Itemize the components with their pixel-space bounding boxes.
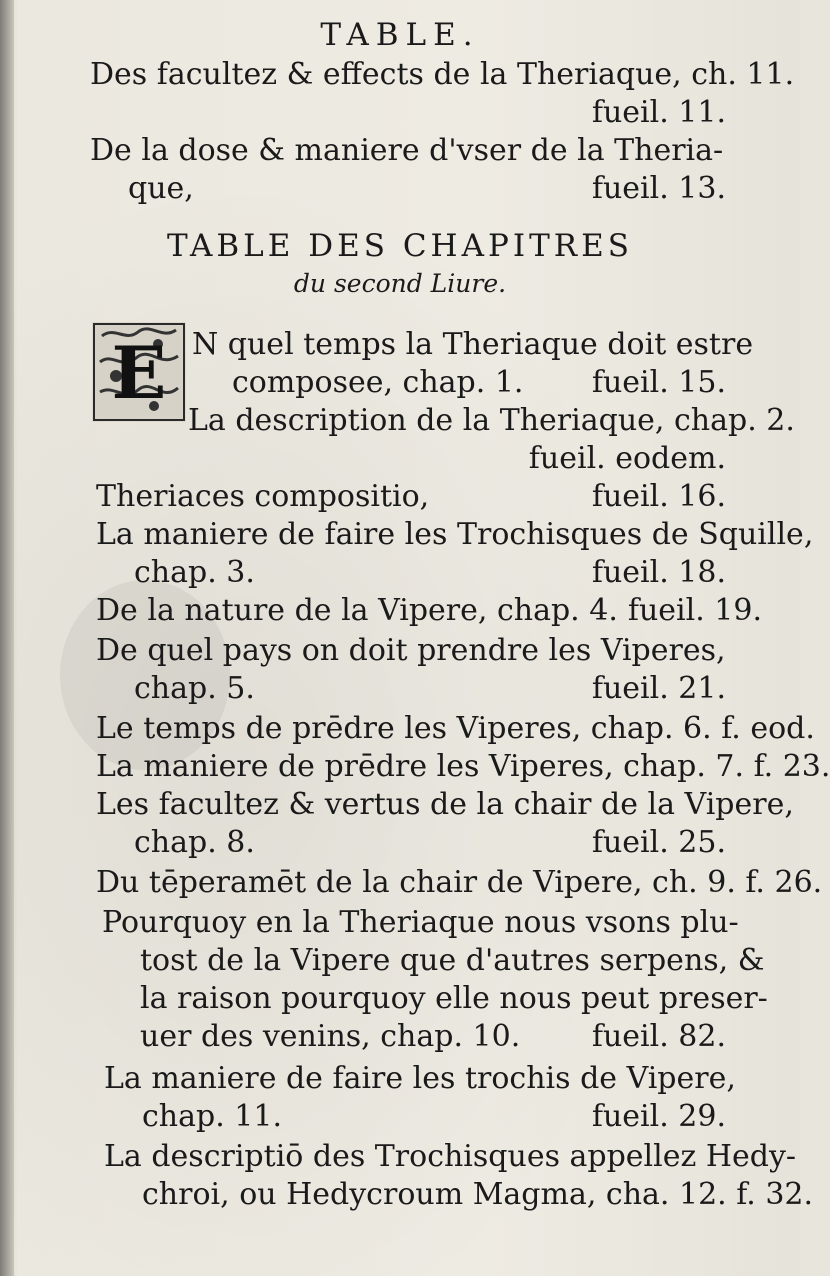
folio-ref: fueil. 21. [591, 671, 726, 706]
folio-ref: fueil. 13. [591, 171, 726, 206]
entry-line: Les facultez & vertus de la chair de la Vipere, [96, 787, 794, 822]
folio-ref: fueil. 15. [591, 365, 726, 400]
folio-ref: fueil. 29. [591, 1099, 726, 1134]
entry-line: Le temps de prēdre les Viperes, chap. 6. f. eod. [96, 711, 815, 746]
folio-ref: fueil. 11. [591, 95, 726, 130]
section-title: TABLE DES CHAPITRES [167, 228, 633, 264]
entry-line: uer des venins, chap. 10. [140, 1019, 521, 1054]
entry-line: Theriaces compositio, [96, 479, 430, 514]
entry-line: que, [128, 171, 194, 206]
entry-line: La maniere de faire les Trochisques de Squille, [96, 517, 814, 552]
page-gutter-edge [0, 0, 14, 1276]
entry-composition-time [192, 326, 754, 402]
folio-ref: fueil. 19. [627, 593, 763, 628]
folio-ref: fueil. 16. [591, 479, 726, 514]
folio-ref: fueil. 18. [591, 555, 726, 590]
entry-line: Pourquoy en la Theriaque nous vsons plu- [102, 905, 739, 940]
entry-trochis-vipere [104, 1060, 736, 1136]
entry-line: La descriptiō des Trochisques appellez Hedy- [104, 1139, 797, 1174]
entry-dose-theriaque [90, 132, 726, 208]
entry-line: De la nature de la Vipere, chap. 4. [96, 593, 618, 628]
entry-faculties-theriaque [90, 56, 795, 132]
entry-line: De la dose & maniere d'vser de la Theria- [90, 133, 724, 168]
folio-ref: fueil. 25. [591, 825, 726, 860]
entry-line: Des facultez & effects de la Theriaque, ch. 11. [90, 57, 795, 92]
entry-pourquoy-vipere [102, 904, 768, 1056]
entry-line: la raison pourquoy elle nous peut preser- [140, 981, 768, 1016]
folio-ref: fueil. 82. [591, 1019, 726, 1054]
entry-pays-viperes [96, 632, 726, 708]
entry-line: La maniere de faire les trochis de Vipere, [104, 1061, 736, 1096]
running-head: TABLE. [320, 17, 480, 53]
entry-line: N quel temps la Theriaque doit estre [192, 327, 754, 362]
entry-line: De quel pays on doit prendre les Viperes, [96, 633, 726, 668]
ornamental-drop-cap [92, 322, 186, 422]
entry-line: La description de la Theriaque, chap. 2. [188, 403, 795, 438]
entry-line: chap. 5. [134, 671, 255, 706]
entry-temperament-chair [96, 864, 823, 902]
entry-facultez-chair-vipere [96, 786, 794, 862]
entry-nature-vipere [96, 592, 763, 630]
entry-theriaces-compositio [96, 478, 726, 516]
entry-maniere-prendre-viperes [96, 748, 830, 786]
folio-ref: fueil. eodem. [528, 441, 726, 476]
entry-line: chap. 3. [134, 555, 255, 590]
entry-line: composee, chap. 1. [232, 365, 524, 400]
section-subtitle: du second Liure. [293, 269, 507, 298]
entry-trochisques-squille [96, 516, 814, 592]
entry-line: chap. 11. [142, 1099, 282, 1134]
entry-line: tost de la Vipere que d'autres serpens, & [140, 943, 765, 978]
entry-line: La maniere de prēdre les Viperes, chap. 7. f. 23. [96, 749, 830, 784]
entry-trochisques-hedychroi [104, 1138, 814, 1214]
entry-temps-prendre-viperes [96, 710, 815, 748]
entry-line: chroi, ou Hedycroum Magma, cha. 12. f. 32. [142, 1177, 814, 1212]
entry-line: chap. 8. [134, 825, 255, 860]
entry-line: Du tēperamēt de la chair de Vipere, ch. 9. f. 26. [96, 865, 823, 900]
drop-cap-letter: E [111, 330, 167, 415]
entry-description-theriaque [188, 402, 795, 478]
